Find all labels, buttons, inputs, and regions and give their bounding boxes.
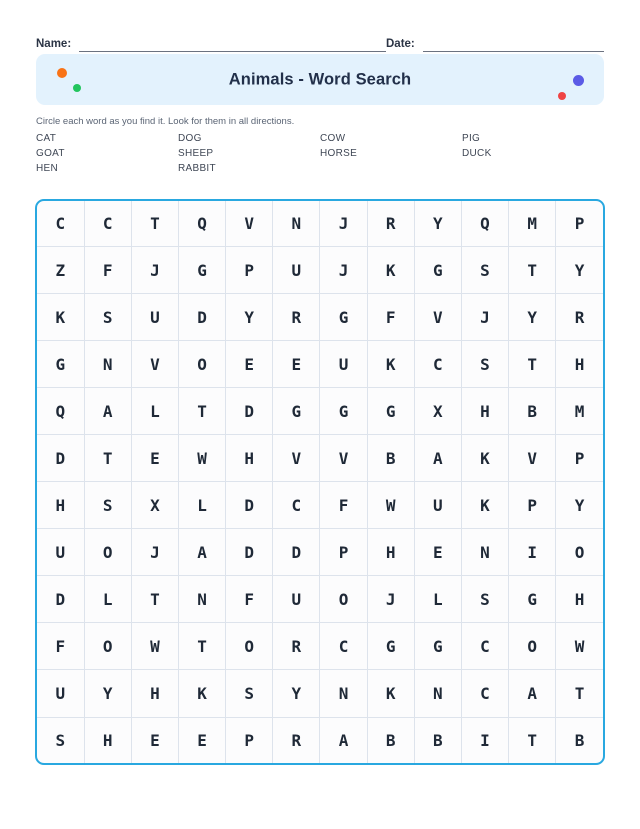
word-list-item[interactable]: HORSE (320, 148, 358, 159)
letter-cell[interactable]: Y (556, 482, 603, 529)
letter-cell[interactable]: Y (556, 247, 603, 294)
page-title: Animals - Word Search (228, 70, 412, 88)
letter-grid-row (37, 576, 603, 623)
letter-cell[interactable]: K (461, 482, 508, 529)
letter-cell[interactable]: U (37, 529, 84, 576)
letter-cell[interactable]: N (414, 670, 461, 717)
letter-cell[interactable]: S (84, 482, 131, 529)
letter-grid-body (37, 201, 603, 763)
letter-cell[interactable]: D (37, 435, 84, 482)
letter-cell[interactable]: T (509, 247, 556, 294)
red-dot-icon (558, 92, 566, 100)
letter-cell[interactable]: Y (509, 294, 556, 341)
letter-cell[interactable]: G (367, 388, 414, 435)
letter-cell[interactable]: G (273, 388, 320, 435)
word-list-item[interactable]: DOG (178, 133, 202, 144)
letter-cell[interactable]: X (131, 482, 178, 529)
letter-cell[interactable]: O (178, 341, 225, 388)
letter-cell[interactable]: R (367, 201, 414, 247)
letter-cell[interactable]: J (320, 247, 367, 294)
letter-cell[interactable]: H (556, 576, 603, 623)
letter-cell[interactable]: P (226, 717, 273, 763)
letter-cell[interactable]: Q (178, 201, 225, 247)
letter-grid-row (37, 341, 603, 388)
letter-cell[interactable]: X (414, 388, 461, 435)
letter-cell[interactable]: V (414, 294, 461, 341)
letter-cell[interactable]: H (37, 482, 84, 529)
letter-cell[interactable]: F (226, 576, 273, 623)
letter-grid-row (37, 435, 603, 482)
letter-cell[interactable]: G (414, 623, 461, 670)
letter-cell[interactable]: O (509, 623, 556, 670)
letter-cell[interactable]: V (320, 435, 367, 482)
letter-cell[interactable]: P (556, 201, 603, 247)
letter-cell[interactable]: E (131, 717, 178, 763)
letter-cell[interactable]: U (273, 247, 320, 294)
letter-cell[interactable]: P (226, 247, 273, 294)
letter-cell[interactable]: D (226, 482, 273, 529)
word-search-grid[interactable] (35, 199, 605, 765)
letter-cell[interactable]: K (461, 435, 508, 482)
letter-cell[interactable]: U (37, 670, 84, 717)
letter-cell[interactable]: R (556, 294, 603, 341)
letter-cell[interactable]: R (273, 623, 320, 670)
letter-cell[interactable]: H (367, 529, 414, 576)
letter-cell[interactable]: A (509, 670, 556, 717)
name-label: Name: (36, 38, 72, 50)
letter-cell[interactable]: T (131, 201, 178, 247)
letter-cell[interactable]: T (178, 388, 225, 435)
letter-cell[interactable]: K (367, 247, 414, 294)
letter-cell[interactable]: S (461, 341, 508, 388)
letter-cell[interactable]: O (226, 623, 273, 670)
letter-cell[interactable]: C (461, 623, 508, 670)
word-list-item[interactable]: CAT (36, 133, 57, 144)
letter-cell[interactable]: S (226, 670, 273, 717)
letter-cell[interactable]: A (84, 388, 131, 435)
letter-cell[interactable]: E (414, 529, 461, 576)
letter-cell[interactable]: J (461, 294, 508, 341)
letter-cell[interactable]: D (226, 529, 273, 576)
letter-cell[interactable]: D (37, 576, 84, 623)
letter-cell[interactable]: G (320, 294, 367, 341)
letter-grid-row (37, 623, 603, 670)
letter-cell[interactable]: V (131, 341, 178, 388)
letter-cell[interactable]: B (367, 717, 414, 763)
letter-cell[interactable]: K (178, 670, 225, 717)
letter-cell[interactable]: C (273, 482, 320, 529)
letter-cell[interactable]: O (84, 529, 131, 576)
letter-cell[interactable]: K (37, 294, 84, 341)
letter-cell[interactable]: Q (37, 388, 84, 435)
letter-cell[interactable]: A (320, 717, 367, 763)
word-list (36, 131, 604, 176)
letter-cell[interactable]: F (367, 294, 414, 341)
letter-cell[interactable]: V (509, 435, 556, 482)
letter-cell[interactable]: B (414, 717, 461, 763)
letter-cell[interactable]: Y (414, 201, 461, 247)
letter-cell[interactable]: S (461, 247, 508, 294)
letter-cell[interactable]: L (84, 576, 131, 623)
letter-cell[interactable]: H (226, 435, 273, 482)
letter-cell[interactable]: K (367, 670, 414, 717)
letter-cell[interactable]: N (461, 529, 508, 576)
letter-cell[interactable]: U (414, 482, 461, 529)
letter-grid-row (37, 201, 603, 247)
letter-cell[interactable]: O (556, 529, 603, 576)
letter-cell[interactable]: P (320, 529, 367, 576)
letter-cell[interactable]: V (273, 435, 320, 482)
letter-cell[interactable]: B (509, 388, 556, 435)
name-field-group (36, 37, 386, 52)
letter-cell[interactable]: O (320, 576, 367, 623)
letter-cell[interactable]: T (509, 717, 556, 763)
letter-cell[interactable]: L (414, 576, 461, 623)
letter-cell[interactable]: M (509, 201, 556, 247)
date-field-group (386, 37, 604, 52)
letter-grid-row (37, 482, 603, 529)
letter-cell[interactable]: L (178, 482, 225, 529)
letter-cell[interactable]: K (367, 341, 414, 388)
letter-cell[interactable]: Q (461, 201, 508, 247)
date-input-line[interactable] (423, 37, 604, 52)
letter-grid-row (37, 247, 603, 294)
letter-grid-row (37, 529, 603, 576)
letter-grid-row (37, 670, 603, 717)
letter-grid-row (37, 294, 603, 341)
letter-cell[interactable]: Z (37, 247, 84, 294)
letter-cell[interactable]: Y (84, 670, 131, 717)
student-info-row (36, 30, 604, 52)
letter-cell[interactable]: G (367, 623, 414, 670)
letter-cell[interactable]: H (461, 388, 508, 435)
letter-cell[interactable]: C (461, 670, 508, 717)
letter-grid-table (37, 201, 603, 763)
letter-cell[interactable]: T (131, 576, 178, 623)
letter-cell[interactable]: U (273, 576, 320, 623)
letter-cell[interactable]: W (178, 435, 225, 482)
letter-cell[interactable]: N (84, 341, 131, 388)
word-list-item[interactable]: RABBIT (178, 163, 216, 174)
letter-cell[interactable]: J (131, 247, 178, 294)
letter-cell[interactable]: M (556, 388, 603, 435)
letter-cell[interactable]: E (273, 341, 320, 388)
letter-cell[interactable]: C (414, 341, 461, 388)
letter-cell[interactable]: R (273, 294, 320, 341)
instructions-text: Circle each word as you find it. Look for them in all directions. (36, 116, 295, 127)
title-banner (36, 54, 604, 105)
letter-cell[interactable]: D (273, 529, 320, 576)
letter-cell[interactable]: F (37, 623, 84, 670)
letter-cell[interactable]: P (509, 482, 556, 529)
letter-cell[interactable]: D (178, 294, 225, 341)
name-input-line[interactable] (79, 37, 386, 52)
letter-cell[interactable]: W (556, 623, 603, 670)
letter-cell[interactable]: J (367, 576, 414, 623)
word-list-row (36, 131, 604, 146)
word-list-item[interactable]: PIG (462, 133, 481, 144)
word-list-item[interactable]: COW (320, 133, 346, 144)
letter-cell[interactable]: Y (226, 294, 273, 341)
word-list-item[interactable]: HEN (36, 163, 59, 174)
letter-cell[interactable]: L (131, 388, 178, 435)
letter-cell[interactable]: J (131, 529, 178, 576)
letter-cell[interactable]: V (226, 201, 273, 247)
letter-cell[interactable]: G (178, 247, 225, 294)
letter-cell[interactable]: T (178, 623, 225, 670)
letter-cell[interactable]: J (320, 201, 367, 247)
letter-cell[interactable]: C (84, 201, 131, 247)
letter-cell[interactable]: R (273, 717, 320, 763)
letter-cell[interactable]: T (84, 435, 131, 482)
letter-cell[interactable]: U (131, 294, 178, 341)
letter-cell[interactable]: W (367, 482, 414, 529)
word-list-item[interactable]: SHEEP (178, 148, 214, 159)
date-label: Date: (386, 38, 415, 50)
letter-cell[interactable]: E (178, 717, 225, 763)
letter-cell[interactable]: B (367, 435, 414, 482)
letter-cell[interactable]: Y (273, 670, 320, 717)
word-list-row (36, 146, 604, 161)
letter-cell[interactable]: H (84, 717, 131, 763)
letter-cell[interactable]: I (509, 529, 556, 576)
letter-cell[interactable]: H (556, 341, 603, 388)
letter-cell[interactable]: G (509, 576, 556, 623)
letter-cell[interactable]: D (226, 388, 273, 435)
letter-cell[interactable]: O (84, 623, 131, 670)
word-list-item[interactable]: GOAT (36, 148, 65, 159)
letter-cell[interactable]: T (556, 670, 603, 717)
letter-cell[interactable]: F (320, 482, 367, 529)
letter-cell[interactable]: S (461, 576, 508, 623)
letter-cell[interactable]: E (226, 341, 273, 388)
letter-grid-row (37, 717, 603, 763)
letter-cell[interactable]: P (556, 435, 603, 482)
letter-cell[interactable]: I (461, 717, 508, 763)
word-list-item[interactable]: DUCK (462, 148, 492, 159)
letter-cell[interactable]: G (320, 388, 367, 435)
letter-grid-row (37, 388, 603, 435)
letter-cell[interactable]: E (131, 435, 178, 482)
letter-cell[interactable]: F (84, 247, 131, 294)
letter-cell[interactable]: A (414, 435, 461, 482)
letter-cell[interactable]: W (131, 623, 178, 670)
letter-cell[interactable]: N (273, 201, 320, 247)
letter-cell[interactable]: G (37, 341, 84, 388)
letter-cell[interactable]: U (320, 341, 367, 388)
letter-cell[interactable]: C (37, 201, 84, 247)
letter-cell[interactable]: C (320, 623, 367, 670)
letter-cell[interactable]: S (84, 294, 131, 341)
letter-cell[interactable]: A (178, 529, 225, 576)
letter-cell[interactable]: S (37, 717, 84, 763)
letter-cell[interactable]: T (509, 341, 556, 388)
letter-cell[interactable]: B (556, 717, 603, 763)
letter-cell[interactable]: N (320, 670, 367, 717)
letter-cell[interactable]: H (131, 670, 178, 717)
letter-cell[interactable]: N (178, 576, 225, 623)
word-list-row (36, 161, 604, 176)
letter-cell[interactable]: G (414, 247, 461, 294)
